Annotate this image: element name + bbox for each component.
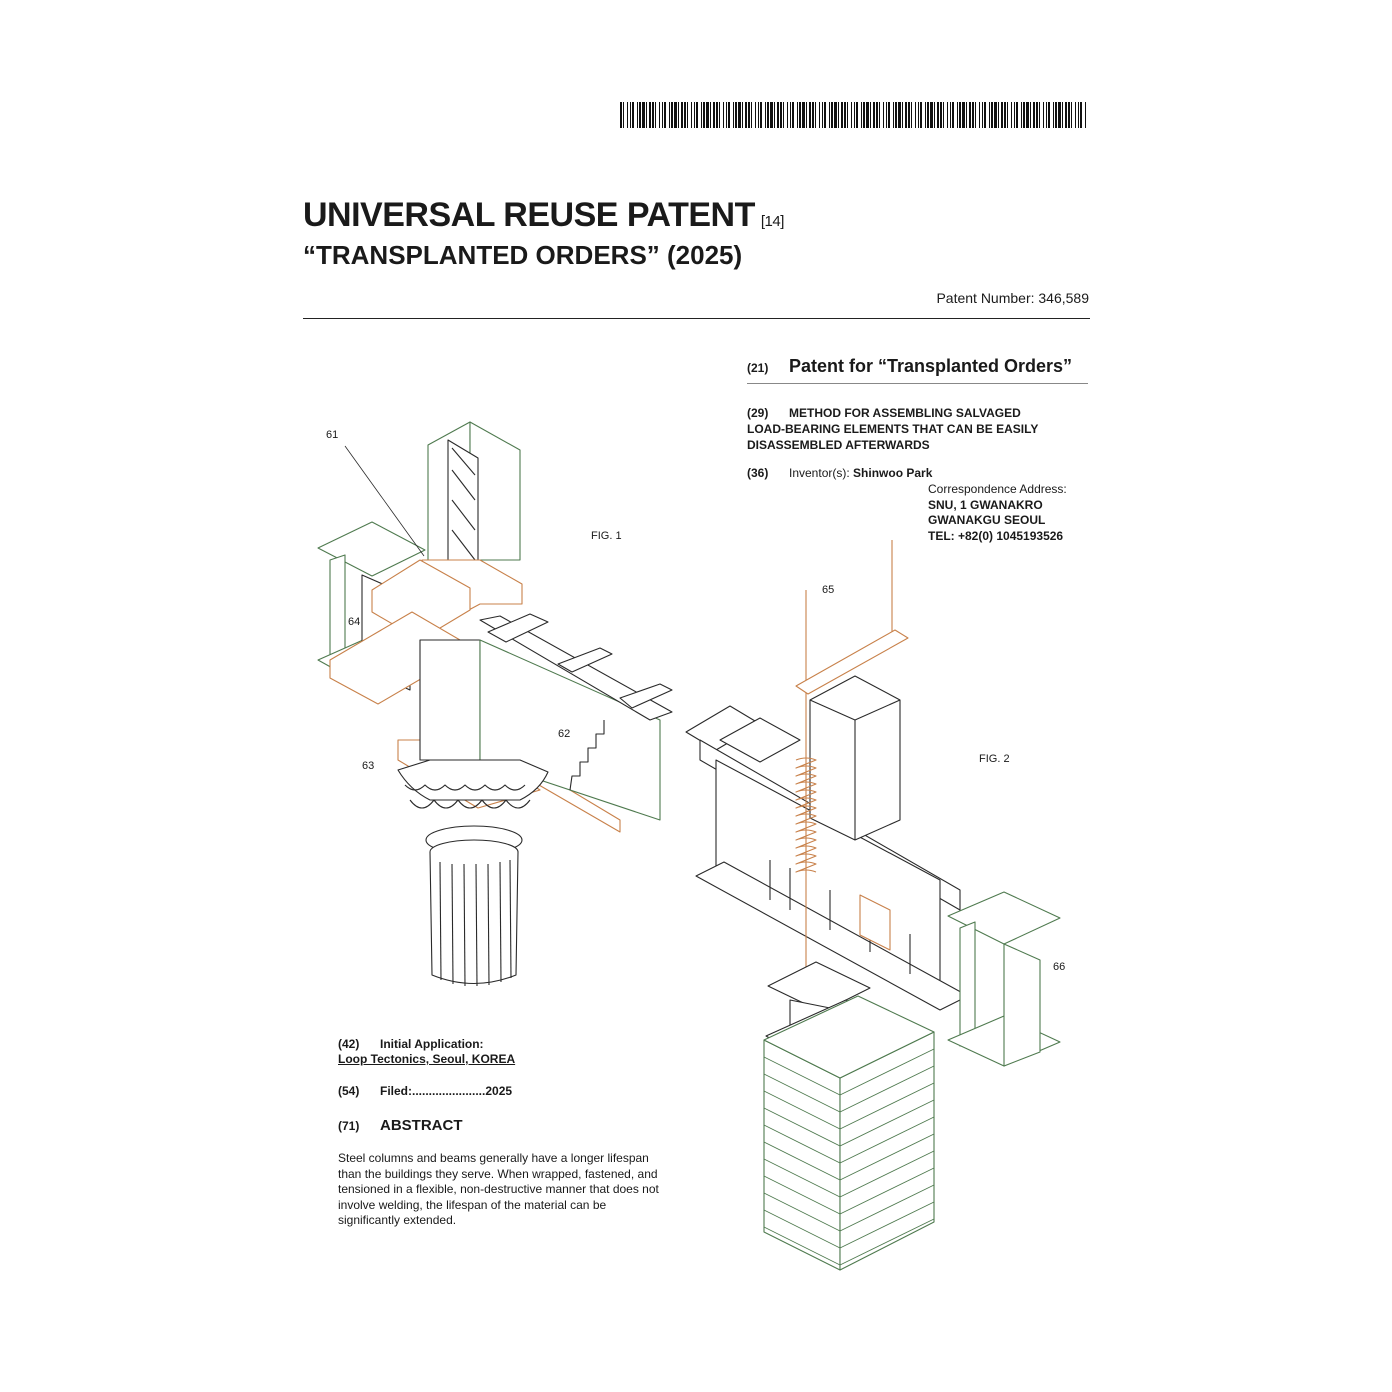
patent-number: Patent Number: 346,589 (936, 290, 1089, 306)
section-code: (21) (747, 361, 769, 375)
fig2-right-beam (948, 892, 1060, 1066)
ref-label-62: 62 (558, 728, 571, 740)
ref-label-66: 66 (1053, 961, 1066, 973)
ref-label-65: 65 (822, 584, 835, 596)
section-71 (338, 1117, 463, 1135)
section-29-line: DISASSEMBLED AFTERWARDS (747, 438, 930, 452)
abstract-heading: ABSTRACT (380, 1117, 463, 1134)
filed-text: Filed:......................2025 (380, 1084, 513, 1098)
section-code: (36) (747, 466, 769, 480)
section-21-heading: Patent for “Transplanted Orders” (789, 356, 1073, 376)
title-tag: [14] (760, 213, 784, 230)
section-42 (338, 1037, 515, 1067)
section-29-line: LOAD-BEARING ELEMENTS THAT CAN BE EASILY (747, 422, 1039, 436)
ref-label-63: 63 (362, 760, 375, 772)
address-line: SNU, 1 GWANAKRO (928, 497, 1043, 512)
section-code: (42) (338, 1037, 360, 1051)
fig1-corinthian-column (398, 760, 548, 986)
address-label: Correspondence Address: (928, 482, 1067, 496)
title-text: UNIVERSAL REUSE PATENT (303, 196, 755, 234)
section-code: (29) (747, 406, 769, 420)
section-code: (54) (338, 1084, 360, 1098)
inventor-label: Inventor(s): (789, 466, 850, 480)
fig2-caption: FIG. 2 (979, 753, 1010, 765)
initial-applicant: Loop Tectonics, Seoul, KOREA (338, 1052, 516, 1066)
address-phone: TEL: +82(0) 1045193526 (928, 528, 1064, 543)
abstract-text: Steel columns and beams generally have a longer lifespan than the buildings they serve. When wrapped, fastened, and tensioned in a flexible, non-destructive manner that does not involve welding, the lifespan of the material can be significantly extended. (338, 1151, 659, 1227)
fig1-column (428, 422, 520, 582)
address-line: GWANAKGU SEOUL (928, 513, 1046, 527)
fig1-caption: FIG. 1 (591, 530, 622, 542)
document-subtitle: “TRANSPLANTED ORDERS” (2025) (303, 240, 743, 270)
ref-label-64: 64 (348, 616, 361, 628)
inventor-name: Shinwoo Park (853, 466, 933, 480)
section-29-line: METHOD FOR ASSEMBLING SALVAGED (789, 406, 1021, 420)
section-code: (71) (338, 1119, 360, 1133)
fig2-block (810, 676, 900, 840)
section-42-label: Initial Application: (380, 1037, 484, 1051)
fig2-brick-pier (764, 996, 934, 1270)
section-54 (338, 1084, 512, 1098)
ref-label-61: 61 (326, 429, 339, 441)
